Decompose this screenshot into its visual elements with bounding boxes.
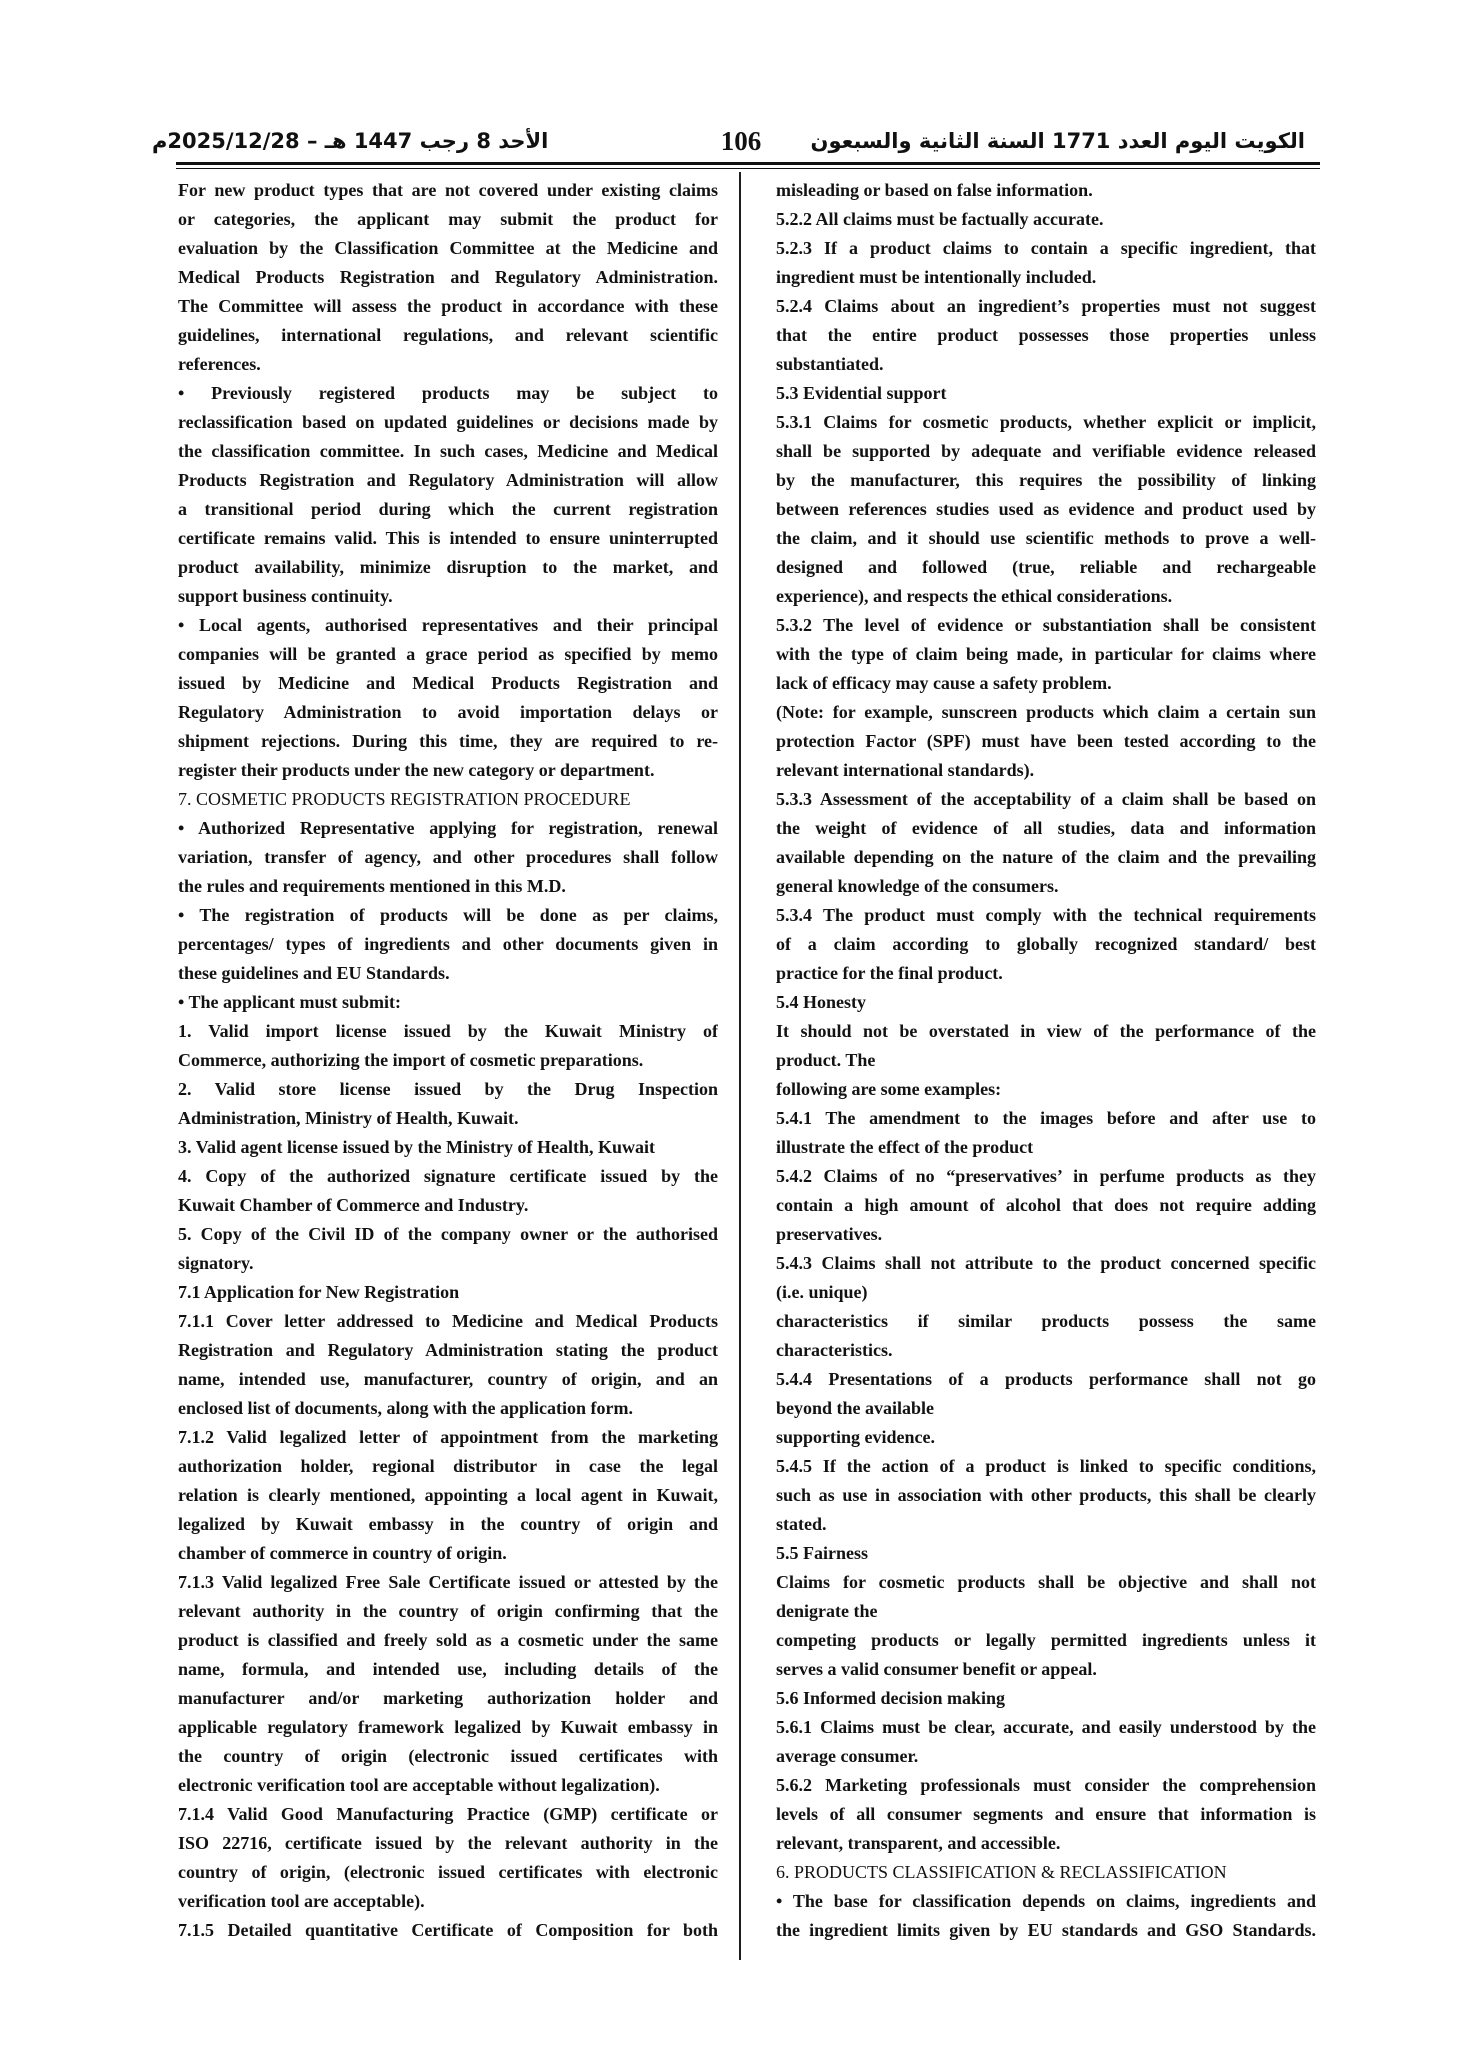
text-line: • Local agents, authorised representatives and their principal [178, 615, 718, 635]
text-line: available depending on the nature of the claim and the prevailing [776, 847, 1316, 867]
paragraph [776, 1626, 1316, 1684]
text-line: the rules and requirements mentioned in this M.D. [178, 876, 566, 896]
text-line: contain a high amount of alcohol that does not require adding [776, 1195, 1316, 1215]
paragraph [776, 1858, 1316, 1887]
section-heading: 7. COSMETIC PRODUCTS REGISTRATION PROCEDURE [178, 789, 631, 809]
text-line: product availability, minimize disruption to the market, and [178, 557, 718, 577]
paragraph [178, 176, 718, 379]
text-line: 5.4.4 Presentations of a products performance shall not go [776, 1369, 1316, 1389]
text-line: name, formula, and intended use, including details of the [178, 1659, 718, 1679]
paragraph [776, 1365, 1316, 1423]
text-line: • The registration of products will be done as per claims, [178, 905, 718, 925]
paragraph [178, 1017, 718, 1075]
text-line: 5.3.4 The product must comply with the technical requirements [776, 905, 1316, 925]
paragraph [178, 1220, 718, 1278]
paragraph [178, 1307, 718, 1423]
text-line: 4. Copy of the authorized signature certificate issued by the [178, 1166, 718, 1186]
text-line: evaluation by the Classification Committee at the Medicine and [178, 238, 718, 258]
text-line: these guidelines and EU Standards. [178, 963, 450, 983]
text-line: Medical Products Registration and Regulatory Administration. [178, 267, 718, 287]
text-line: signatory. [178, 1253, 254, 1273]
text-line: enclosed list of documents, along with the application form. [178, 1398, 634, 1418]
text-line: 5.4.1 The amendment to the images before and after use to [776, 1108, 1316, 1128]
text-line: shipment rejections. During this time, they are required to re- [178, 731, 718, 751]
text-line: competing products or legally permitted ingredients unless it [776, 1630, 1316, 1650]
text-line: denigrate the [776, 1601, 878, 1621]
text-line: 5.2.4 Claims about an ingredient’s properties must not suggest [776, 296, 1316, 316]
text-line: It should not be overstated in view of the performance of the [776, 1021, 1316, 1041]
text-line: 5.6.2 Marketing professionals must consider the comprehension [776, 1775, 1316, 1795]
text-line: 5.3.1 Claims for cosmetic products, whether explicit or implicit, [776, 412, 1316, 432]
text-line: product. The [776, 1050, 876, 1070]
text-line: the country of origin (electronic issued certificates with [178, 1746, 718, 1766]
text-line: authorization holder, regional distributor in case the legal [178, 1456, 718, 1476]
paragraph [178, 814, 718, 901]
text-line: of a claim according to globally recognized standard/ best [776, 934, 1316, 954]
text-line: a transitional period during which the current registration [178, 499, 718, 519]
paragraph [178, 1800, 718, 1916]
paragraph [776, 1771, 1316, 1858]
text-line: substantiated. [776, 354, 884, 374]
text-line: 5.2.3 If a product claims to contain a specific ingredient, that [776, 238, 1316, 258]
text-line: the ingredient limits given by EU standards and GSO Standards. [776, 1920, 1316, 1940]
header-publication-info: الكويت اليوم العدد 1771 السنة الثانية والسبعون [810, 129, 1305, 153]
text-line: shall be supported by adequate and verifiable evidence released [776, 441, 1316, 461]
text-line: the claim, and it should use scientific methods to prove a well- [776, 528, 1316, 548]
text-line: Registration and Regulatory Administration stating the product [178, 1340, 718, 1360]
text-line: the classification committee. In such cases, Medicine and Medical [178, 441, 718, 461]
paragraph [776, 611, 1316, 698]
text-line: 5.3.2 The level of evidence or substantiation shall be consistent [776, 615, 1316, 635]
text-line: guidelines, international regulations, and relevant scientific [178, 325, 718, 345]
paragraph [776, 785, 1316, 901]
paragraph [178, 1568, 718, 1800]
text-line: Administration, Ministry of Health, Kuwait. [178, 1108, 519, 1128]
text-line: 7.1.5 Detailed quantitative Certificate of Composition for both [178, 1920, 718, 1940]
paragraph [776, 1075, 1316, 1104]
text-line: ingredient must be intentionally included. [776, 267, 1097, 287]
paragraph [178, 611, 718, 785]
paragraph [178, 785, 718, 814]
text-line: serves a valid consumer benefit or appeal. [776, 1659, 1097, 1679]
paragraph [776, 1887, 1316, 1945]
text-line: 7.1.3 Valid legalized Free Sale Certificate issued or attested by the [178, 1572, 718, 1592]
text-line: companies will be granted a grace period as specified by memo [178, 644, 718, 664]
paragraph [178, 379, 718, 611]
text-line: such as use in association with other products, this shall be clearly [776, 1485, 1316, 1505]
header-rule-thin [176, 168, 1320, 169]
text-line: • The applicant must submit: [178, 992, 402, 1012]
text-line: Commerce, authorizing the import of cosmetic preparations. [178, 1050, 644, 1070]
text-line: relevant international standards). [776, 760, 1035, 780]
text-line: 5.2.2 All claims must be factually accurate. [776, 209, 1104, 229]
text-line: manufacturer and/or marketing authorization holder and [178, 1688, 718, 1708]
paragraph [776, 205, 1316, 234]
text-line: The Committee will assess the product in accordance with these [178, 296, 718, 316]
text-line: register their products under the new category or department. [178, 760, 655, 780]
paragraph [776, 1713, 1316, 1771]
text-line: Kuwait Chamber of Commerce and Industry. [178, 1195, 529, 1215]
right-column [776, 176, 1316, 1945]
paragraph [776, 1539, 1316, 1568]
text-line: name, intended use, manufacturer, country of origin, and an [178, 1369, 718, 1389]
text-line: legalized by Kuwait embassy in the country of origin and [178, 1514, 718, 1534]
text-line: lack of efficacy may cause a safety problem. [776, 673, 1112, 693]
paragraph [178, 1916, 718, 1945]
text-line: ISO 22716, certificate issued by the relevant authority in the [178, 1833, 718, 1853]
text-line: reclassification based on updated guidelines or decisions made by [178, 412, 718, 432]
paragraph [178, 1075, 718, 1133]
paragraph [776, 1017, 1316, 1075]
section-heading: 6. PRODUCTS CLASSIFICATION & RECLASSIFICATION [776, 1862, 1227, 1882]
text-line: 5.4.3 Claims shall not attribute to the product concerned specific [776, 1253, 1316, 1273]
paragraph [178, 1278, 718, 1307]
text-line: relevant, transparent, and accessible. [776, 1833, 1061, 1853]
text-line: 7.1.4 Valid Good Manufacturing Practice (GMP) certificate or [178, 1804, 718, 1824]
text-line: 7.1.1 Cover letter addressed to Medicine and Medical Products [178, 1311, 718, 1331]
text-line: relation is clearly mentioned, appointing a local agent in Kuwait, [178, 1485, 718, 1505]
text-line: characteristics. [776, 1340, 893, 1360]
paragraph [776, 379, 1316, 408]
text-line: average consumer. [776, 1746, 919, 1766]
text-line: chamber of commerce in country of origin. [178, 1543, 507, 1563]
text-line: • Previously registered products may be subject to [178, 383, 718, 403]
text-line: by the manufacturer, this requires the possibility of linking [776, 470, 1316, 490]
paragraph [776, 901, 1316, 988]
paragraph [776, 292, 1316, 379]
text-line: general knowledge of the consumers. [776, 876, 1059, 896]
paragraph [178, 1162, 718, 1220]
paragraph [776, 1307, 1316, 1365]
text-line: relevant authority in the country of origin confirming that the [178, 1601, 718, 1621]
paragraph [776, 1104, 1316, 1162]
paragraph [178, 1133, 718, 1162]
text-line: 5. Copy of the Civil ID of the company owner or the authorised [178, 1224, 718, 1244]
text-line: preservatives. [776, 1224, 883, 1244]
text-line: variation, transfer of agency, and other procedures shall follow [178, 847, 718, 867]
text-line: product is classified and freely sold as a cosmetic under the same [178, 1630, 718, 1650]
text-line: certificate remains valid. This is intended to ensure uninterrupted [178, 528, 718, 548]
text-line: • Authorized Representative applying for registration, renewal [178, 818, 718, 838]
text-line: support business continuity. [178, 586, 393, 606]
text-line: issued by Medicine and Medical Products Registration and [178, 673, 718, 693]
text-line: • The base for classification depends on claims, ingredients and [776, 1891, 1316, 1911]
text-line: with the type of claim being made, in particular for claims where [776, 644, 1316, 664]
paragraph [776, 1249, 1316, 1307]
text-line: country of origin, (electronic issued certificates with electronic [178, 1862, 718, 1882]
text-line: following are some examples: [776, 1079, 1002, 1099]
paragraph [776, 1162, 1316, 1249]
text-line: 5.6.1 Claims must be clear, accurate, and easily understood by the [776, 1717, 1316, 1737]
paragraph [776, 234, 1316, 292]
text-line: 5.6 Informed decision making [776, 1688, 1006, 1708]
text-line: applicable regulatory framework legalized by Kuwait embassy in [178, 1717, 718, 1737]
paragraph [178, 988, 718, 1017]
text-line: protection Factor (SPF) must have been tested according to the [776, 731, 1316, 751]
paragraph [178, 901, 718, 988]
text-line: characteristics if similar products possess the same [776, 1311, 1316, 1331]
text-line: Claims for cosmetic products shall be objective and shall not [776, 1572, 1316, 1592]
text-line: illustrate the effect of the product [776, 1137, 1034, 1157]
left-column [178, 176, 718, 1945]
paragraph [776, 1423, 1316, 1452]
text-line: between references studies used as evidence and product used by [776, 499, 1316, 519]
header-date: الأحد 8 رجب 1447 هـ – 2025/12/28م [152, 129, 549, 153]
paragraph [776, 1568, 1316, 1626]
paragraph [776, 408, 1316, 611]
paragraph [776, 988, 1316, 1017]
text-line: practice for the final product. [776, 963, 1003, 983]
text-line: 5.5 Fairness [776, 1543, 868, 1563]
text-line: 1. Valid import license issued by the Kuwait Ministry of [178, 1021, 718, 1041]
text-line: For new product types that are not covered under existing claims [178, 180, 718, 200]
text-line: beyond the available [776, 1398, 935, 1418]
text-line: 5.3 Evidential support [776, 383, 947, 403]
page-number: 106 [720, 126, 762, 156]
text-line: Products Registration and Regulatory Administration will allow [178, 470, 718, 490]
text-line: 5.4.5 If the action of a product is linked to specific conditions, [776, 1456, 1316, 1476]
text-line: verification tool are acceptable). [178, 1891, 425, 1911]
column-divider [739, 172, 741, 1960]
text-line: misleading or based on false information. [776, 180, 1093, 200]
paragraph [776, 1684, 1316, 1713]
text-line: supporting evidence. [776, 1427, 936, 1447]
text-line: Regulatory Administration to avoid importation delays or [178, 702, 718, 722]
text-line: designed and followed (true, reliable and rechargeable [776, 557, 1316, 577]
text-line: 7.1.2 Valid legalized letter of appointment from the marketing [178, 1427, 718, 1447]
paragraph [776, 176, 1316, 205]
header-rule-thick [176, 162, 1320, 165]
text-line: 3. Valid agent license issued by the Ministry of Health, Kuwait [178, 1137, 656, 1157]
text-line: that the entire product possesses those properties unless [776, 325, 1316, 345]
text-line: experience), and respects the ethical considerations. [776, 586, 1173, 606]
text-line: the weight of evidence of all studies, data and information [776, 818, 1316, 838]
text-line: 5.3.3 Assessment of the acceptability of a claim shall be based on [776, 789, 1316, 809]
paragraph [776, 698, 1316, 785]
text-line: (i.e. unique) [776, 1282, 868, 1302]
text-line: stated. [776, 1514, 827, 1534]
text-line: percentages/ types of ingredients and other documents given in [178, 934, 718, 954]
text-line: 2. Valid store license issued by the Drug Inspection [178, 1079, 718, 1099]
paragraph [776, 1452, 1316, 1539]
text-line: 5.4.2 Claims of no “preservatives’ in perfume products as they [776, 1166, 1316, 1186]
text-line: (Note: for example, sunscreen products which claim a certain sun [776, 702, 1316, 722]
text-line: 7.1 Application for New Registration [178, 1282, 460, 1302]
text-line: electronic verification tool are acceptable without legalization). [178, 1775, 660, 1795]
text-line: or categories, the applicant may submit the product for [178, 209, 718, 229]
paragraph [178, 1423, 718, 1568]
text-line: references. [178, 354, 261, 374]
text-line: levels of all consumer segments and ensure that information is [776, 1804, 1316, 1824]
text-line: 5.4 Honesty [776, 992, 866, 1012]
